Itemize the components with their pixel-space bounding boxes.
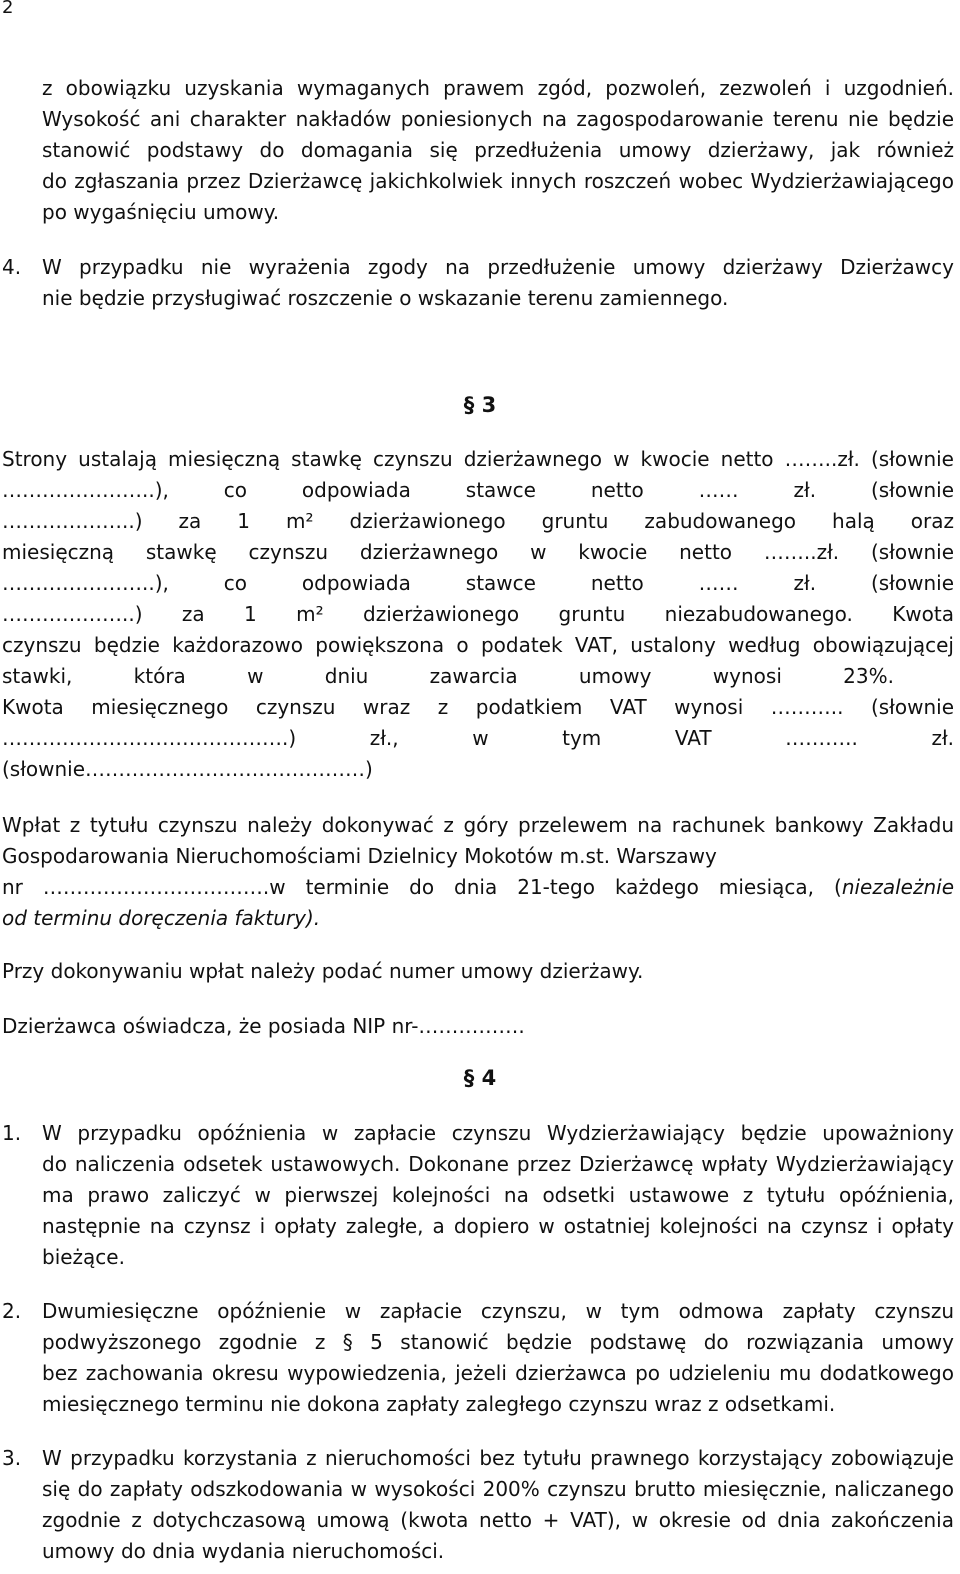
rent-paragraph: [2, 444, 954, 785]
payment-text-italic: niezależnie: [841, 875, 954, 899]
payment-text: nr …………………………….w terminie do dnia 21-tego każdego miesiąca, (: [2, 875, 842, 899]
text-line: Strony ustalają miesięczną stawkę czynszu dzierżawnego w kwocie netto ……..zł. (słownie: [2, 447, 954, 471]
text-line: W przypadku opóźnienia w zapłacie czynszu Wydzierżawiający będzie upoważniony: [42, 1121, 954, 1145]
text-line: [2, 903, 954, 934]
section-heading-3: § 3: [463, 393, 497, 417]
text-line: W przypadku korzystania z nieruchomości bez tytułu prawnego korzystający zobowiązuje: [42, 1446, 954, 1470]
text-line: Gospodarowania Nieruchomościami Dzielnicy Mokotów m.st. Warszawy: [2, 844, 717, 868]
text-line: umowy do dnia wydania nieruchomości.: [42, 1539, 445, 1563]
text-line: bez zachowania okresu wypowiedzenia, jeżeli dzierżawca po udzieleniu mu dodatkowego: [42, 1361, 954, 1385]
intro-paragraph: [42, 73, 954, 228]
list-item: [42, 1443, 954, 1567]
text-line: podwyższonego zgodnie z § 5 stanowić będzie podstawę do rozwiązania umowy: [42, 1330, 954, 1354]
page-number: 2: [2, 0, 14, 18]
list-item-number: 1.: [2, 1121, 22, 1145]
text-line: stanowić podstawy do domagania się przedłużenia umowy dzierżawy, jak również: [42, 138, 954, 162]
payment-text-italic: od terminu doręczenia faktury).: [2, 906, 321, 930]
list-item-number: 3.: [2, 1446, 22, 1470]
nip-note: Dzierżawca oświadcza, że posiada NIP nr-…………….: [2, 1014, 525, 1038]
text-line: …………………………………….) zł., w tym VAT ……….. zł.: [2, 726, 954, 750]
text-line: …………………..), co odpowiada stawce netto …… zł. (słownie: [2, 571, 954, 595]
text-line: bieżące.: [42, 1245, 125, 1269]
text-line: [2, 872, 954, 903]
text-line: Dwumiesięczne opóźnienie w zapłacie czynszu, w tym odmowa zapłaty czynszu: [42, 1299, 954, 1323]
list-item: [42, 1296, 954, 1420]
text-line: …………………..), co odpowiada stawce netto …… zł. (słownie: [2, 478, 954, 502]
list-item: [42, 252, 954, 314]
list-item-number: 2.: [2, 1299, 22, 1323]
text-line: (słownie……………………………………): [2, 757, 373, 781]
list-item: [42, 1118, 954, 1273]
list-item-number: 4.: [2, 255, 22, 279]
text-line: z obowiązku uzyskania wymaganych prawem zgód, pozwoleń, zezwoleń i uzgodnień.: [42, 76, 954, 100]
text-line: następnie na czynsz i opłaty zaległe, a dopiero w ostatniej kolejności na czynsz i opłaty: [42, 1214, 954, 1238]
text-line: Kwota miesięcznego czynszu wraz z podatkiem VAT wynosi ……….. (słownie: [2, 695, 954, 719]
text-line: nie będzie przysługiwać roszczenie o wskazanie terenu zamiennego.: [42, 286, 729, 310]
text-line: stawki, która w dniu zawarcia umowy wynosi 23%.: [2, 664, 894, 688]
text-line: po wygaśnięciu umowy.: [42, 200, 280, 224]
text-line: do naliczenia odsetek ustawowych. Dokonane przez Dzierżawcę wpłaty Wydzierżawiający: [42, 1152, 954, 1176]
payment-note: Przy dokonywaniu wpłat należy podać numer umowy dzierżawy.: [2, 959, 644, 983]
text-line: Wysokość ani charakter nakładów poniesionych na zagospodarowanie terenu nie będzie: [42, 107, 954, 131]
payment-paragraph: [2, 810, 954, 934]
text-line: ………………..) za 1 m² dzierżawionego gruntu niezabudowanego. Kwota: [2, 602, 954, 626]
text-line: Wpłat z tytułu czynszu należy dokonywać z góry przelewem na rachunek bankowy Zakładu: [2, 813, 954, 837]
text-line: czynszu będzie każdorazowo powiększona o podatek VAT, ustalony według obowiązującej: [2, 633, 954, 657]
text-line: do zgłaszania przez Dzierżawcę jakichkolwiek innych roszczeń wobec Wydzierżawiającego: [42, 169, 954, 193]
text-line: ………………..) za 1 m² dzierżawionego gruntu zabudowanego halą oraz: [2, 509, 954, 533]
text-line: miesięczną stawkę czynszu dzierżawnego w kwocie netto ……..zł. (słownie: [2, 540, 954, 564]
text-line: W przypadku nie wyrażenia zgody na przedłużenie umowy dzierżawy Dzierżawcy: [42, 255, 954, 279]
section-heading-4: § 4: [463, 1066, 497, 1090]
text-line: miesięcznego terminu nie dokona zapłaty zaległego czynszu wraz z odsetkami.: [42, 1392, 836, 1416]
text-line: ma prawo zaliczyć w pierwszej kolejności na odsetki ustawowe z tytułu opóźnienia,: [42, 1183, 954, 1207]
text-line: się do zapłaty odszkodowania w wysokości 200% czynszu brutto miesięcznie, naliczanego: [42, 1477, 954, 1501]
text-line: zgodnie z dotychczasową umową (kwota netto + VAT), w okresie od dnia zakończenia: [42, 1508, 954, 1532]
